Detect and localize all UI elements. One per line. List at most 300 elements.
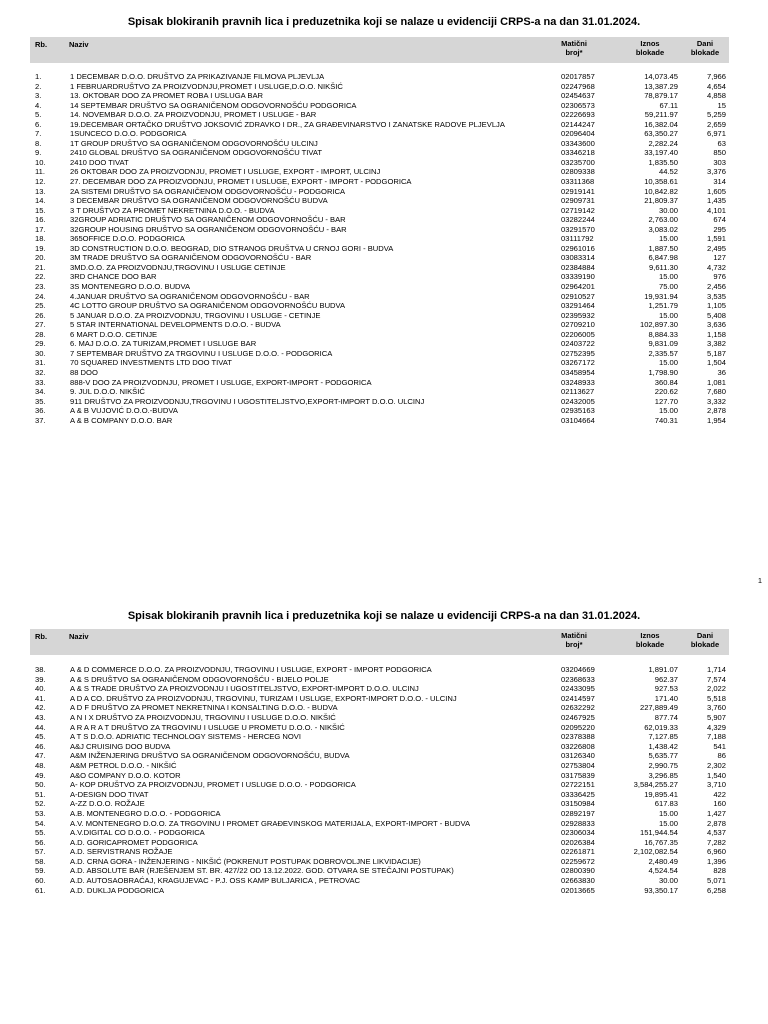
row-number: 30. [35, 348, 46, 358]
row-name: 4.JANUAR DRUŠTVO SA OGRANIČENOM ODGOVORNOŠĆU - BAR [70, 291, 310, 301]
row-dani-blokade: 1,158 [706, 329, 726, 339]
row-dani-blokade: 314 [713, 177, 726, 187]
row-number: 35. [35, 396, 46, 406]
row-iznos-blokade: 14,073.45 [644, 72, 678, 81]
row-iznos-blokade: 44.52 [658, 167, 678, 177]
row-maticni-broj: 02719142 [561, 205, 595, 215]
row-name: A&M PETROL D.O.O. - NIKŠIĆ [70, 760, 177, 770]
row-maticni-broj: 02013665 [561, 885, 595, 895]
table-header [30, 37, 729, 63]
row-name: A- KOP DRUŠTVO ZA PROIZVODNJU, PROMET I USLUGE D.O.O. - PODGORICA [70, 780, 356, 790]
row-dani-blokade: 5,259 [706, 110, 726, 120]
row-name: A.D. GORICAPROMET PODGORICA [70, 837, 198, 847]
row-name: A.D. ABSOLUTE BAR (RJEŠENJEM ST. BR. 427/22 OD 13.12.2022. GOD. OTVARA SE STEČAJNI POSTUPAK) [70, 866, 454, 876]
col-rb-header: Rb. [35, 40, 48, 49]
row-dani-blokade: 4,732 [706, 262, 726, 272]
row-name: A & B COMPANY D.O.O. BAR [70, 415, 173, 425]
row-name: 9. JUL D.O.O. NIKŠIĆ [70, 387, 145, 397]
row-name: 888-V DOO ZA PROIZVODNJU, PROMET I USLUGE, EXPORT-IMPORT - PODGORICA [70, 377, 372, 387]
row-maticni-broj: 02432005 [561, 396, 595, 406]
table-row [30, 187, 729, 197]
row-dani-blokade: 4,329 [706, 722, 726, 732]
row-dani-blokade: 4,101 [706, 205, 726, 215]
row-number: 15. [35, 205, 46, 215]
row-number: 32. [35, 367, 46, 377]
table-row [30, 857, 729, 867]
row-number: 16. [35, 215, 46, 225]
row-name: A-DESIGN DOO TIVAT [70, 789, 149, 799]
table-row [30, 387, 729, 397]
row-dani-blokade: 674 [713, 215, 726, 225]
row-iznos-blokade: 4,524.54 [648, 866, 678, 876]
row-name: A.V.DIGITAL CO D.O.O. - PODGORICA [70, 828, 205, 838]
table-row [30, 158, 729, 168]
row-number: 8. [35, 138, 42, 148]
row-number: 19. [35, 243, 46, 253]
row-iznos-blokade: 227,889.49 [639, 703, 678, 713]
table-row [30, 206, 729, 216]
table-header [30, 629, 729, 655]
row-maticni-broj: 03336425 [561, 789, 595, 799]
row-iznos-blokade: 151,944.54 [639, 828, 678, 838]
row-dani-blokade: 7,574 [706, 674, 726, 684]
row-maticni-broj: 02259672 [561, 856, 595, 866]
row-number: 38. [35, 665, 46, 674]
table-row [30, 244, 729, 254]
row-iznos-blokade: 2,282.24 [648, 138, 678, 148]
table-row [30, 665, 729, 675]
row-number: 48. [35, 760, 46, 770]
col-iznos-header: Iznos blokade [635, 631, 665, 649]
row-maticni-broj: 02753804 [561, 760, 595, 770]
row-maticni-broj: 02800390 [561, 866, 595, 876]
row-name: 5 JANUAR D.O.O. ZA PROIZVODNJU, TRGOVINU I USLUGE - CETINJE [70, 310, 321, 320]
row-iznos-blokade: 19,931.94 [644, 291, 678, 301]
row-maticni-broj: 03150984 [561, 799, 595, 809]
row-dani-blokade: 4,858 [706, 91, 726, 101]
page-title: Spisak blokiranih pravnih lica i preduzetnika koji se nalaze u evidenciji CRPS-a na dan 31.01.2024. [127, 16, 641, 28]
row-maticni-broj: 03311368 [561, 177, 595, 187]
row-number: 36. [35, 406, 46, 416]
row-iznos-blokade: 15.00 [658, 818, 678, 828]
row-name: 2410 GLOBAL DRUŠTVO SA OGRANIČENOM ODGOVORNOŠĆU TIVAT [70, 148, 323, 158]
table-row [30, 225, 729, 235]
row-number: 23. [35, 282, 46, 292]
row-iznos-blokade: 2,480.49 [648, 856, 678, 866]
row-maticni-broj: 02722151 [561, 780, 595, 790]
table-row [30, 838, 729, 848]
table-row [30, 253, 729, 263]
row-dani-blokade: 7,966 [706, 72, 726, 81]
row-number: 43. [35, 712, 46, 722]
row-iznos-blokade: 2,335.57 [648, 348, 678, 358]
row-name: A D F DRUŠTVO ZA PROMET NEKRETNINA I KONSALTING D.O.O. - BUDVA [70, 703, 338, 713]
row-iznos-blokade: 13,387.29 [644, 81, 678, 91]
table-row [30, 886, 729, 896]
row-iznos-blokade: 16,382.04 [644, 119, 678, 129]
table-row [30, 799, 729, 809]
row-iznos-blokade: 21,809.37 [644, 196, 678, 206]
row-maticni-broj: 02928833 [561, 818, 595, 828]
row-maticni-broj: 03248933 [561, 377, 595, 387]
table-row [30, 311, 729, 321]
row-number: 17. [35, 224, 46, 234]
table-row [30, 771, 729, 781]
row-number: 51. [35, 789, 46, 799]
row-number: 42. [35, 703, 46, 713]
table-row [30, 120, 729, 130]
table-row [30, 713, 729, 723]
row-maticni-broj: 03204669 [561, 665, 595, 674]
row-iznos-blokade: 30.00 [658, 876, 678, 886]
row-maticni-broj: 02306573 [561, 100, 595, 110]
row-iznos-blokade: 59,211.97 [644, 110, 678, 120]
row-iznos-blokade: 1,438.42 [648, 741, 678, 751]
row-dani-blokade: 5,518 [706, 693, 726, 703]
row-maticni-broj: 02892197 [561, 808, 595, 818]
row-number: 29. [35, 339, 46, 349]
row-name: A&J CRUISING DOO BUDVA [70, 741, 171, 751]
row-dani-blokade: 36 [717, 367, 726, 377]
row-maticni-broj: 03343600 [561, 138, 595, 148]
row-iznos-blokade: 1,798.90 [648, 367, 678, 377]
row-number: 4. [35, 100, 42, 110]
page-2 [0, 590, 768, 1024]
row-iznos-blokade: 15.00 [658, 358, 678, 368]
table-row [30, 675, 729, 685]
row-number: 24. [35, 291, 46, 301]
col-naziv-header: Naziv [69, 40, 89, 49]
row-maticni-broj: 02384884 [561, 262, 595, 272]
row-maticni-broj: 02026384 [561, 837, 595, 847]
row-maticni-broj: 02378388 [561, 732, 595, 742]
row-dani-blokade: 3,382 [706, 339, 726, 349]
row-iznos-blokade: 6,847.98 [648, 253, 678, 263]
row-maticni-broj: 02395932 [561, 310, 595, 320]
row-iznos-blokade: 2,990.75 [648, 760, 678, 770]
row-dani-blokade: 1,954 [706, 415, 726, 425]
row-name: 3 DECEMBAR DRUŠTVO SA OGRANIČENOM ODGOVORNOŠĆU BUDVA [70, 196, 328, 206]
row-iznos-blokade: 15.00 [658, 234, 678, 244]
row-dani-blokade: 63 [717, 138, 726, 148]
row-dani-blokade: 4,537 [706, 828, 726, 838]
row-name: 27. DECEMBAR DOO ZA PROIZVODNJU, PROMET I USLUGE, EXPORT - IMPORT - PODGORICA [70, 177, 412, 187]
row-maticni-broj: 02454637 [561, 91, 595, 101]
row-maticni-broj: 03282244 [561, 215, 595, 225]
row-maticni-broj: 03291464 [561, 301, 595, 311]
row-maticni-broj: 02809338 [561, 167, 595, 177]
row-dani-blokade: 2,495 [706, 243, 726, 253]
row-dani-blokade: 7,282 [706, 837, 726, 847]
table-row [30, 358, 729, 368]
row-name: 6 MART D.O.O. CETINJE [70, 329, 158, 339]
row-dani-blokade: 2,456 [706, 282, 726, 292]
col-rb-header: Rb. [35, 632, 48, 641]
row-maticni-broj: 02964201 [561, 282, 595, 292]
row-iznos-blokade: 15.00 [658, 808, 678, 818]
row-dani-blokade: 5,071 [706, 876, 726, 886]
table-row [30, 215, 729, 225]
row-maticni-broj: 02961016 [561, 243, 595, 253]
row-number: 2. [35, 81, 42, 91]
row-dani-blokade: 1,427 [706, 808, 726, 818]
row-number: 61. [35, 885, 46, 895]
row-number: 55. [35, 828, 46, 838]
row-number: 28. [35, 329, 46, 339]
row-name: 4C LOTTO GROUP DRUŠTVO SA OGRANIČENOM ODGOVORNOŠĆU BUDVA [70, 301, 346, 311]
row-name: 3D CONSTRUCTION D.O.O. BEOGRAD, DIO STRANOG DRUŠTVA U CRNOJ GORI - BUDVA [70, 243, 394, 253]
table-row [30, 91, 729, 101]
row-name: 13. OKTOBAR DOO ZA PROMET ROBA I USLUGA BAR [70, 91, 263, 101]
row-number: 3. [35, 91, 42, 101]
row-dani-blokade: 1,714 [706, 665, 726, 674]
row-number: 21. [35, 262, 46, 272]
row-dani-blokade: 160 [713, 799, 726, 809]
page-number: 1 [757, 576, 762, 585]
row-iznos-blokade: 7,127.85 [648, 732, 678, 742]
row-iznos-blokade: 19,895.41 [644, 789, 678, 799]
row-dani-blokade: 295 [713, 224, 726, 234]
col-iznos-header: Iznos blokade [635, 39, 665, 57]
row-iznos-blokade: 1,251.79 [648, 301, 678, 311]
row-name: A.B. MONTENEGRO D.O.O. - PODGORICA [70, 808, 221, 818]
row-iznos-blokade: 2,102,082.54 [633, 847, 678, 857]
row-iznos-blokade: 927.53 [654, 684, 678, 694]
row-number: 20. [35, 253, 46, 263]
table-row [30, 101, 729, 111]
row-maticni-broj: 02144247 [561, 119, 595, 129]
page-title: Spisak blokiranih pravnih lica i preduzetnika koji se nalaze u evidenciji CRPS-a na dan 31.01.2024. [127, 610, 641, 622]
row-iznos-blokade: 877.74 [654, 712, 678, 722]
row-dani-blokade: 1,435 [706, 196, 726, 206]
row-number: 40. [35, 684, 46, 694]
row-iznos-blokade: 75.00 [658, 282, 678, 292]
row-iznos-blokade: 9,831.09 [648, 339, 678, 349]
row-maticni-broj: 02306034 [561, 828, 595, 838]
row-name: 32GROUP HOUSING DRUŠTVO SA OGRANIČENOM ODGOVORNOŠĆU - BAR [70, 224, 347, 234]
row-name: 1 DECEMBAR D.O.O. DRUŠTVO ZA PRIKAZIVANJE FILMOVA PLJEVLJA [70, 72, 325, 81]
row-dani-blokade: 2,878 [706, 818, 726, 828]
row-name: A & S TRADE DRUŠTVO ZA PROIZVODNJU I UGOSTITELJSTVO, EXPORT-IMPORT D.O.O. ULCINJ [70, 684, 419, 694]
row-number: 10. [35, 157, 46, 167]
table-row [30, 368, 729, 378]
row-maticni-broj: 03291570 [561, 224, 595, 234]
row-name: A.D. AUTOSAOBRAĆAJ, KRAGUJEVAC - P.J. OSS KAMP BULJARICA , PETROVAC [70, 876, 361, 886]
row-number: 9. [35, 148, 42, 158]
row-iznos-blokade: 63,350.27 [644, 129, 678, 139]
row-maticni-broj: 03226808 [561, 741, 595, 751]
row-maticni-broj: 02414597 [561, 693, 595, 703]
row-iznos-blokade: 62,019.33 [644, 722, 678, 732]
table-row [30, 129, 729, 139]
row-name: 2A SISTEMI DRUŠTVO SA OGRANIČENOM ODGOVORNOŠĆU - PODGORICA [70, 186, 346, 196]
row-iznos-blokade: 2,763.00 [648, 215, 678, 225]
row-iznos-blokade: 1,891.07 [648, 665, 678, 674]
table-row [30, 751, 729, 761]
table-row [30, 139, 729, 149]
table-row [30, 809, 729, 819]
table-body [30, 665, 729, 895]
row-name: A T S D.O.O. ADRIATIC TECHNOLOGY SISTEMS - HERCEG NOVI [70, 732, 301, 742]
row-dani-blokade: 3,332 [706, 396, 726, 406]
table-row [30, 723, 729, 733]
table-row [30, 876, 729, 886]
row-number: 45. [35, 732, 46, 742]
row-iznos-blokade: 360.84 [654, 377, 678, 387]
table-row [30, 684, 729, 694]
row-name: 3M TRADE DRUŠTVO SA OGRANIČENOM ODGOVORNOŠĆU - BAR [70, 253, 312, 263]
row-dani-blokade: 828 [713, 866, 726, 876]
table-row [30, 742, 729, 752]
row-iznos-blokade: 15.00 [658, 272, 678, 282]
table-row [30, 177, 729, 187]
row-iznos-blokade: 78,879.17 [644, 91, 678, 101]
row-name: A & B VUJOVIĆ D.O.O.-BUDVA [70, 406, 178, 416]
col-maticni-header: Matični broj* [561, 631, 587, 649]
row-maticni-broj: 02261871 [561, 847, 595, 857]
row-maticni-broj: 02632292 [561, 703, 595, 713]
row-dani-blokade: 2,659 [706, 119, 726, 129]
table-body [30, 72, 729, 425]
table-row [30, 72, 729, 82]
row-name: 70 SQUARED INVESTMENTS LTD DOO TIVAT [70, 358, 232, 368]
table-row [30, 263, 729, 273]
table-row [30, 828, 729, 838]
row-dani-blokade: 7,188 [706, 732, 726, 742]
row-name: 88 DOO [70, 367, 98, 377]
row-number: 11. [35, 167, 45, 177]
row-dani-blokade: 976 [713, 272, 726, 282]
row-iznos-blokade: 3,584,255.27 [633, 780, 678, 790]
row-maticni-broj: 02096404 [561, 129, 595, 139]
row-number: 39. [35, 674, 46, 684]
row-iznos-blokade: 30.00 [658, 205, 678, 215]
table-row [30, 339, 729, 349]
table-row [30, 703, 729, 713]
row-number: 1. [35, 72, 42, 81]
row-dani-blokade: 5,907 [706, 712, 726, 722]
row-dani-blokade: 86 [717, 751, 726, 761]
row-iznos-blokade: 3,296.85 [648, 770, 678, 780]
row-number: 52. [35, 799, 46, 809]
table-row [30, 282, 729, 292]
row-maticni-broj: 02752395 [561, 348, 595, 358]
row-number: 26. [35, 310, 46, 320]
row-iznos-blokade: 8,884.33 [648, 329, 678, 339]
row-dani-blokade: 3,636 [706, 320, 726, 330]
row-number: 25. [35, 301, 46, 311]
row-dani-blokade: 2,302 [706, 760, 726, 770]
row-maticni-broj: 02935163 [561, 406, 595, 416]
row-dani-blokade: 303 [713, 157, 726, 167]
row-dani-blokade: 3,535 [706, 291, 726, 301]
row-maticni-broj: 02095220 [561, 722, 595, 732]
row-number: 37. [35, 415, 46, 425]
row-number: 49. [35, 770, 46, 780]
row-number: 14. [35, 196, 46, 206]
row-name: 3 T DRUŠTVO ZA PROMET NEKRETNINA D.O.O. - BUDVA [70, 205, 275, 215]
row-dani-blokade: 4,654 [706, 81, 726, 91]
row-maticni-broj: 02663830 [561, 876, 595, 886]
row-number: 6. [35, 119, 42, 129]
row-number: 18. [35, 234, 46, 244]
table-row [30, 110, 729, 120]
row-name: 365OFFICE D.O.O. PODGORICA [70, 234, 185, 244]
row-name: 26 OKTOBAR DOO ZA PROIZVODNJU, PROMET I USLUGE, EXPORT - IMPORT, ULCINJ [70, 167, 381, 177]
row-dani-blokade: 6,960 [706, 847, 726, 857]
table-row [30, 320, 729, 330]
row-name: A&M INŽENJERING DRUŠTVO SA OGRANIČENOM ODGOVORNOŠĆU, BUDVA [70, 751, 350, 761]
row-dani-blokade: 541 [713, 741, 726, 751]
table-row [30, 819, 729, 829]
row-dani-blokade: 3,710 [706, 780, 726, 790]
row-iznos-blokade: 962.37 [654, 674, 678, 684]
row-iznos-blokade: 15.00 [658, 310, 678, 320]
row-maticni-broj: 03346218 [561, 148, 595, 158]
col-dani-header: Dani blokade [690, 39, 720, 57]
table-row [30, 167, 729, 177]
row-iznos-blokade: 1,887.50 [648, 243, 678, 253]
row-iznos-blokade: 617.83 [654, 799, 678, 809]
row-maticni-broj: 03235700 [561, 157, 595, 167]
row-name: A R A R A T DRUŠTVO ZA TRGOVINU I USLUGE U PROMETU D.O.O. - NIKŠIĆ [70, 722, 345, 732]
row-number: 7. [35, 129, 42, 139]
row-dani-blokade: 2,022 [706, 684, 726, 694]
table-row [30, 292, 729, 302]
row-dani-blokade: 15 [717, 100, 726, 110]
row-name: A&O COMPANY D.O.O. KOTOR [70, 770, 181, 780]
row-dani-blokade: 422 [713, 789, 726, 799]
table-row [30, 272, 729, 282]
row-number: 53. [35, 808, 46, 818]
row-dani-blokade: 850 [713, 148, 726, 158]
row-maticni-broj: 02368633 [561, 674, 595, 684]
row-maticni-broj: 02433095 [561, 684, 595, 694]
row-iznos-blokade: 3,083.02 [648, 224, 678, 234]
row-iznos-blokade: 102,897.30 [639, 320, 678, 330]
row-number: 12. [35, 177, 46, 187]
row-name: 7 SEPTEMBAR DRUŠTVO ZA TRGOVINU I USLUGE D.O.O. - PODGORICA [70, 348, 333, 358]
row-name: 3MD.O.O. ZA PROIZVODNJU,TRGOVINU I USLUGE CETINJE [70, 262, 286, 272]
row-maticni-broj: 02206005 [561, 329, 595, 339]
row-name: 911 DRUŠTVO ZA PROIZVODNJU,TRGOVINU I UGOSTITELJSTVO,EXPORT-IMPORT D.O.O. ULCINJ [70, 396, 425, 406]
row-name: A & D COMMERCE D.O.O. ZA PROIZVODNJU, TRGOVINU I USLUGE, EXPORT - IMPORT PODGORICA [70, 665, 432, 674]
table-row [30, 397, 729, 407]
row-maticni-broj: 03111792 [561, 234, 594, 244]
row-dani-blokade: 2,878 [706, 406, 726, 416]
row-dani-blokade: 1,605 [706, 186, 726, 196]
row-maticni-broj: 02247968 [561, 81, 595, 91]
row-iznos-blokade: 220.62 [654, 387, 678, 397]
row-iznos-blokade: 10,842.82 [644, 186, 678, 196]
row-maticni-broj: 02909731 [561, 196, 595, 206]
row-iznos-blokade: 5,635.77 [648, 751, 678, 761]
table-row [30, 330, 729, 340]
row-dani-blokade: 3,376 [706, 167, 726, 177]
row-maticni-broj: 02113627 [561, 387, 595, 397]
row-number: 22. [35, 272, 46, 282]
row-maticni-broj: 03104664 [561, 415, 595, 425]
row-number: 58. [35, 856, 46, 866]
row-dani-blokade: 5,408 [706, 310, 726, 320]
row-number: 5. [35, 110, 42, 120]
table-row [30, 349, 729, 359]
row-name: A & S DRUŠTVO SA OGRANIČENOM ODGOVORNOŠĆU - BIJELO POLJE [70, 674, 329, 684]
row-maticni-broj: 03267172 [561, 358, 595, 368]
table-row [30, 694, 729, 704]
row-name: 5 STAR INTERNATIONAL DEVELOPMENTS D.O.O. - BUDVA [70, 320, 281, 330]
row-maticni-broj: 02910527 [561, 291, 595, 301]
